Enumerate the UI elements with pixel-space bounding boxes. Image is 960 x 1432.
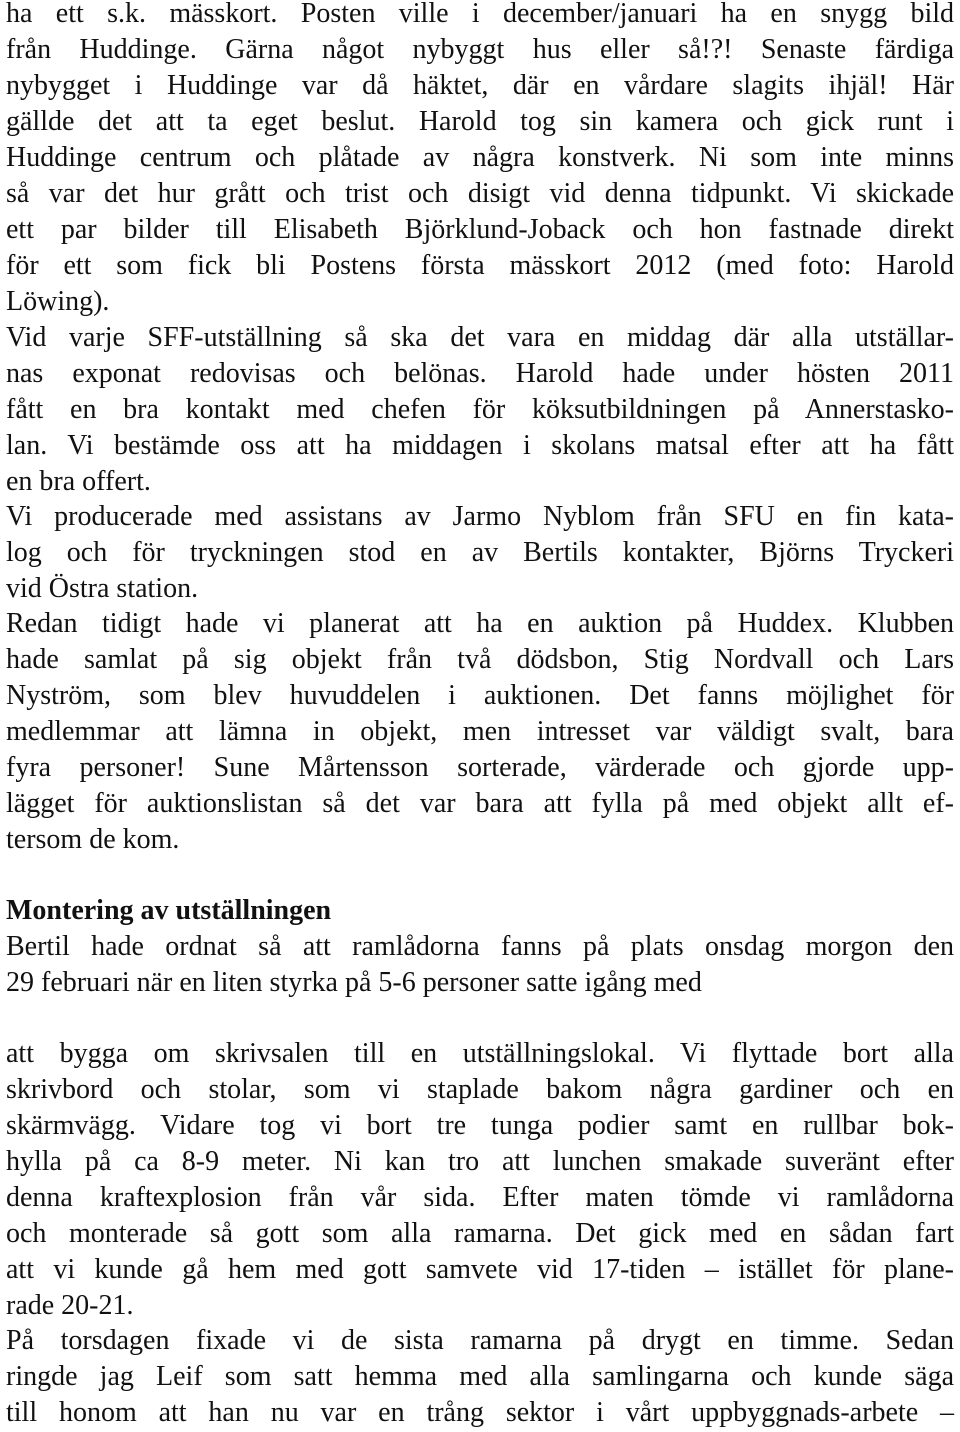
- text-line: gällde det att ta eget beslut. Harold tog sin kamera och gick runt i: [6, 106, 954, 137]
- text-line: för ett som fick bli Postens första mässkort 2012 (med foto: Harold: [6, 250, 954, 281]
- text-line: Vi producerade med assistans av Jarmo Nyblom från SFU en fin kata-: [6, 501, 954, 532]
- text-line: vid Östra station.: [6, 573, 199, 604]
- text-line: Redan tidigt hade vi planerat att ha en auktion på Huddex. Klubben: [6, 608, 954, 639]
- text-line: Löwing).: [6, 286, 110, 317]
- text-line: tersom de kom.: [6, 824, 180, 855]
- text-line: fyra personer! Sune Mårtensson sorterade, värderade och gjorde upp-: [6, 752, 954, 783]
- text-line: Vid varje SFF-utställning så ska det vara en middag där alla utställar-: [6, 322, 954, 353]
- text-line: På torsdagen fixade vi de sista ramarna på drygt en timme. Sedan: [6, 1325, 954, 1356]
- text-line: en bra offert.: [6, 466, 151, 497]
- text-line: rade 20-21.: [6, 1290, 134, 1321]
- text-line: Bertil hade ordnat så att ramlådorna fanns på plats onsdag morgon den: [6, 931, 954, 962]
- text-line: denna kraftexplosion från vår sida. Efter maten tömde vi ramlådorna: [6, 1182, 954, 1213]
- text-line: hylla på ca 8-9 meter. Ni kan tro att lunchen smakade suveränt efter: [6, 1146, 954, 1177]
- text-line: ett par bilder till Elisabeth Björklund-Joback och hon fastnade direkt: [6, 214, 954, 245]
- text-line: skrivbord och stolar, som vi staplade bakom några gardiner och en: [6, 1074, 954, 1105]
- section-heading: Montering av utställningen: [6, 895, 332, 926]
- text-line: lan. Vi bestämde oss att ha middagen i skolans matsal efter att ha fått: [6, 430, 954, 461]
- text-line: skärmvägg. Vidare tog vi bort tre tunga podier samt en rullbar bok-: [6, 1110, 954, 1141]
- text-line: log och för tryckningen stod en av Bertils kontakter, Björns Tryckeri: [6, 537, 954, 568]
- text-line: fått en bra kontakt med chefen för köksutbildningen på Annerstasko-: [6, 394, 954, 425]
- text-line: nybygget i Huddinge var då häktet, där en vårdare slagits ihjäl! Här: [6, 70, 954, 101]
- text-line: medlemmar att lämna in objekt, men intresset var väldigt svalt, bara: [6, 716, 954, 747]
- text-line: Huddinge centrum och plåtade av några konstverk. Ni som inte minns: [6, 142, 954, 173]
- text-line: nas exponat redovisas och belönas. Harold hade under hösten 2011: [6, 358, 954, 389]
- text-line: 29 februari när en liten styrka på 5-6 personer satte igång med: [6, 967, 702, 998]
- text-line: ha ett s.k. mässkort. Posten ville i december/januari ha en snygg bild: [6, 0, 954, 29]
- text-line: till honom att han nu var en trång sektor i vårt uppbyggnads-arbete –: [6, 1397, 954, 1428]
- text-line: från Huddinge. Gärna något nybyggt hus eller så!?! Senaste färdiga: [6, 34, 954, 65]
- text-line: hade samlat på sig objekt från två dödsbon, Stig Nordvall och Lars: [6, 644, 954, 675]
- text-line: så var det hur grått och trist och disigt vid denna tidpunkt. Vi skickade: [6, 178, 954, 209]
- text-line: ringde jag Leif som satt hemma med alla samlingarna och kunde säga: [6, 1361, 954, 1392]
- text-line: att bygga om skrivsalen till en utställningslokal. Vi flyttade bort alla: [6, 1038, 954, 1069]
- text-line: lägget för auktionslistan så det var bara att fylla på med objekt allt ef-: [6, 788, 954, 819]
- text-line: att vi kunde gå hem med gott samvete vid 17-tiden – istället för plane-: [6, 1254, 954, 1285]
- text-line: Nyström, som blev huvuddelen i auktionen. Det fanns möjlighet för: [6, 680, 954, 711]
- text-line: och monterade så gott som alla ramarna. Det gick med en sådan fart: [6, 1218, 954, 1249]
